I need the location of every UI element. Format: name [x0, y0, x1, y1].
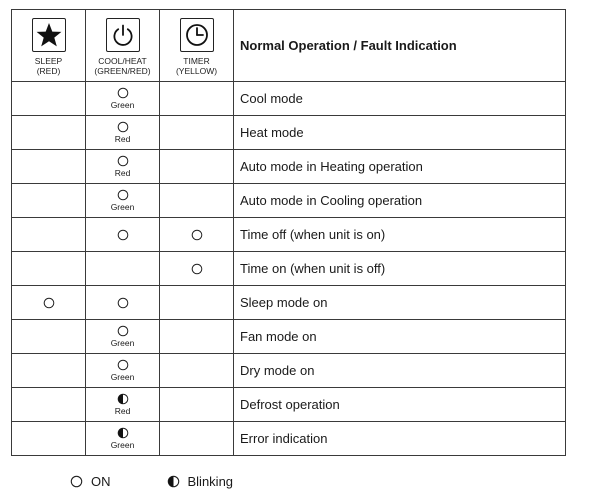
sleep-cell	[12, 354, 86, 388]
on-indicator	[86, 325, 159, 348]
operation-description: Cool mode	[234, 82, 566, 116]
coolheat-cell	[86, 82, 160, 116]
table-row	[12, 218, 566, 252]
on-indicator	[86, 297, 159, 309]
operation-description: Defrost operation	[234, 388, 566, 422]
timer-cell	[160, 184, 234, 218]
operation-description: Auto mode in Cooling operation	[234, 184, 566, 218]
blink-half-circle-icon	[167, 475, 180, 488]
on-circle-icon	[117, 189, 129, 201]
star-icon	[32, 18, 66, 52]
coolheat-cell	[86, 252, 160, 286]
operation-description: Dry mode on	[234, 354, 566, 388]
sleep-cell	[12, 150, 86, 184]
timer-cell	[160, 286, 234, 320]
header-row	[12, 10, 566, 82]
table-row	[12, 150, 566, 184]
table-row	[12, 286, 566, 320]
on-indicator	[86, 229, 159, 241]
legend-blink-label: Blinking	[187, 474, 234, 489]
operation-description: Sleep mode on	[234, 286, 566, 320]
led-color-label: Green	[110, 372, 135, 382]
timer-cell	[160, 82, 234, 116]
coolheat-cell	[86, 354, 160, 388]
on-circle-icon	[43, 297, 55, 309]
legend-blink	[167, 474, 234, 489]
sleep-cell	[12, 184, 86, 218]
on-indicator	[86, 121, 159, 144]
led-color-label: Green	[110, 338, 135, 348]
table-row	[12, 82, 566, 116]
sleep-cell	[12, 82, 86, 116]
coolheat-cell	[86, 320, 160, 354]
timer-cell	[160, 116, 234, 150]
power-icon	[106, 18, 140, 52]
timer-cell	[160, 150, 234, 184]
on-indicator	[160, 263, 233, 275]
timer-cell	[160, 218, 234, 252]
coolheat-cell	[86, 116, 160, 150]
indicator-table	[11, 9, 566, 456]
table-row	[12, 354, 566, 388]
legend-on-label: ON	[91, 474, 111, 489]
clock-icon	[180, 18, 214, 52]
operation-description: Auto mode in Heating operation	[234, 150, 566, 184]
on-indicator	[86, 189, 159, 212]
sleep-header	[12, 10, 86, 82]
on-circle-icon	[70, 475, 83, 488]
operation-description: Time on (when unit is off)	[234, 252, 566, 286]
coolheat-cell	[86, 286, 160, 320]
coolheat-cell	[86, 388, 160, 422]
led-color-label: Red	[114, 134, 131, 144]
on-circle-icon	[117, 155, 129, 167]
legend	[70, 474, 289, 489]
sleep-label-line1: SLEEP	[34, 55, 63, 66]
on-circle-icon	[117, 229, 129, 241]
on-indicator	[86, 87, 159, 110]
sleep-cell	[12, 116, 86, 150]
timer-label-line2: (YELLOW)	[175, 65, 218, 76]
blink-half-circle-icon	[117, 427, 129, 439]
operation-description: Error indication	[234, 422, 566, 456]
sleep-cell	[12, 388, 86, 422]
on-circle-icon	[117, 87, 129, 99]
table-row	[12, 184, 566, 218]
table-row	[12, 116, 566, 150]
blink-half-circle-icon	[117, 393, 129, 405]
sleep-cell	[12, 320, 86, 354]
sleep-label-line2: (RED)	[36, 65, 61, 76]
timer-cell	[160, 354, 234, 388]
led-color-label: Green	[110, 440, 135, 450]
coolheat-cell	[86, 184, 160, 218]
on-indicator	[12, 297, 85, 309]
blinking-indicator	[86, 393, 159, 416]
sleep-cell	[12, 252, 86, 286]
on-indicator	[86, 359, 159, 382]
table-row	[12, 252, 566, 286]
table-row	[12, 320, 566, 354]
coolheat-cell	[86, 422, 160, 456]
operation-description: Fan mode on	[234, 320, 566, 354]
timer-cell	[160, 320, 234, 354]
on-circle-icon	[117, 359, 129, 371]
on-circle-icon	[191, 263, 203, 275]
led-color-label: Green	[110, 202, 135, 212]
timer-cell	[160, 252, 234, 286]
table-title: Normal Operation / Fault Indication	[234, 10, 566, 82]
on-indicator	[160, 229, 233, 241]
timer-header	[160, 10, 234, 82]
on-circle-icon	[117, 297, 129, 309]
coolheat-cell	[86, 150, 160, 184]
blinking-indicator	[86, 427, 159, 450]
on-circle-icon	[117, 121, 129, 133]
led-color-label: Red	[114, 168, 131, 178]
table-row	[12, 422, 566, 456]
coolheat-cell	[86, 218, 160, 252]
coolheat-label-line1: COOL/HEAT	[98, 55, 147, 66]
timer-cell	[160, 422, 234, 456]
sleep-cell	[12, 218, 86, 252]
led-color-label: Green	[110, 100, 135, 110]
table-row	[12, 388, 566, 422]
timer-cell	[160, 388, 234, 422]
led-color-label: Red	[114, 406, 131, 416]
coolheat-header	[86, 10, 160, 82]
on-indicator	[86, 155, 159, 178]
sleep-cell	[12, 286, 86, 320]
coolheat-label-line2: (GREEN/RED)	[94, 65, 151, 76]
timer-label-line1: TIMER	[183, 55, 210, 66]
operation-description: Heat mode	[234, 116, 566, 150]
sleep-cell	[12, 422, 86, 456]
on-circle-icon	[117, 325, 129, 337]
on-circle-icon	[191, 229, 203, 241]
operation-description: Time off (when unit is on)	[234, 218, 566, 252]
legend-on	[70, 474, 111, 489]
